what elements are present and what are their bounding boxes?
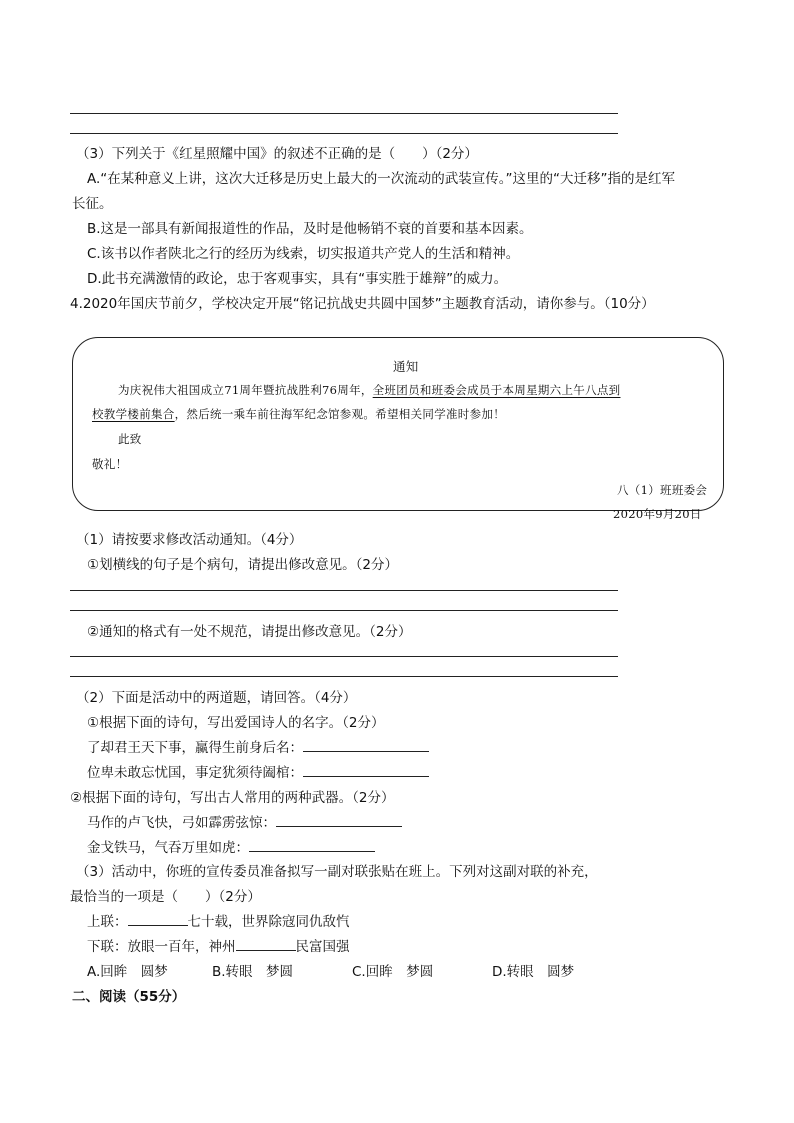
sub-question-1-item-2: ②通知的格式有一处不规范，请提出修改意见。（2分） <box>87 624 412 640</box>
couplet-upper <box>87 910 350 930</box>
poem-text: 了却君王天下事，赢得生前身后名： <box>87 740 303 756</box>
notice-sick-sentence: 全班团员和班委会成员于本周星期六上午八点到 <box>372 383 621 397</box>
poem-text: 金戈铁马，气吞万里如虎： <box>87 840 249 856</box>
question-3-stem: （3）下列关于《红星照耀中国》的叙述不正确的是（ ）（2分） <box>76 146 478 162</box>
question-3-option-c: C.该书以作者陕北之行的经历为线索，切实报道共产党人的生活和精神。 <box>87 246 520 262</box>
answer-line <box>70 113 618 114</box>
notice-body-line-1 <box>118 382 620 398</box>
answer-line <box>70 676 618 677</box>
sub-question-3-stem: （3）活动中，你班的宣传委员准备拟写一副对联张贴在班上。下列对这副对联的补充， <box>76 864 598 880</box>
question-3-option-a-cont: 长征。 <box>72 196 113 212</box>
answer-blank[interactable] <box>303 737 429 752</box>
couplet-text: 七十载，世界除寇同仇敌忾 <box>187 914 350 930</box>
notice-title: 通知 <box>393 359 419 374</box>
sub-question-1-item-1: ①划横线的句子是个病句，请提出修改意见。（2分） <box>87 557 398 573</box>
answer-line <box>70 133 618 134</box>
notice-sick-sentence-cont: 校教学楼前集合 <box>92 407 175 421</box>
couplet-text: 上联： <box>87 914 128 930</box>
notice-date: 2020年9月20日 <box>613 507 702 521</box>
notice-signature: 八（1）班班委会 <box>617 483 708 497</box>
question-3-option-b: B.这是一部具有新闻报道性的作品，及时是他畅销不衰的首要和基本因素。 <box>87 221 533 237</box>
notice-closing-1: 此致 <box>118 432 142 446</box>
couplet-text: 下联：放眼一百年，神州 <box>87 939 236 955</box>
notice-body-text: ，然后统一乘车前往海军纪念馆参观。希望相关同学准时参加！ <box>174 407 506 421</box>
poem-line-1b <box>87 761 429 781</box>
poem-text: 马作的卢飞快，弓如霹雳弦惊： <box>87 815 276 831</box>
sub-question-2-item-1: ①根据下面的诗句，写出爱国诗人的名字。（2分） <box>87 715 385 731</box>
answer-line <box>70 590 618 591</box>
sub-question-1-stem: （1）请按要求修改活动通知。（4分） <box>76 532 303 548</box>
question-3-option-a: A.“在某种意义上讲，这次大迁移是历史上最大的一次流动的武装宣传。”这里的“大迁移”指的是红军 <box>87 171 676 187</box>
option-c: C.回眸 梦圆 <box>352 964 434 980</box>
notice-closing-2: 敬礼！ <box>92 457 128 471</box>
poem-line-2b <box>87 836 375 856</box>
poem-line-1a <box>87 736 429 756</box>
answer-line <box>70 656 618 657</box>
option-a: A.回眸 圆梦 <box>87 964 168 980</box>
answer-line <box>70 610 618 611</box>
answer-blank[interactable] <box>236 936 296 951</box>
option-d: D.转眼 圆梦 <box>492 964 575 980</box>
couplet-text: 民富国强 <box>295 939 350 955</box>
sub-question-2-item-2: ②根据下面的诗句，写出古人常用的两种武器。（2分） <box>70 790 395 806</box>
section-2-title: 二、阅读（55分） <box>72 989 186 1005</box>
answer-blank[interactable] <box>128 911 188 926</box>
option-b: B.转眼 梦圆 <box>212 964 294 980</box>
answer-blank[interactable] <box>303 762 429 777</box>
answer-blank[interactable] <box>249 837 375 852</box>
sub-question-2-stem: （2）下面是活动中的两道题，请回答。（4分） <box>76 690 357 706</box>
poem-line-2a <box>87 811 402 831</box>
answer-blank[interactable] <box>276 812 402 827</box>
sub-question-3-stem-cont: 最恰当的一项是（ ）（2分） <box>70 889 261 905</box>
poem-text: 位卑未敢忘忧国，事定犹须待阖棺： <box>87 765 303 781</box>
couplet-lower <box>87 935 350 955</box>
notice-body-text: 为庆祝伟大祖国成立71周年暨抗战胜利76周年， <box>118 383 373 397</box>
question-4-stem: 4.2020年国庆节前夕，学校决定开展“铭记抗战史共圆中国梦”主题教育活动，请你参与。（10分） <box>70 296 655 312</box>
question-3-option-d: D.此书充满激情的政论，忠于客观事实，具有“事实胜于雄辩”的威力。 <box>87 271 508 287</box>
notice-body-line-2 <box>92 406 505 422</box>
